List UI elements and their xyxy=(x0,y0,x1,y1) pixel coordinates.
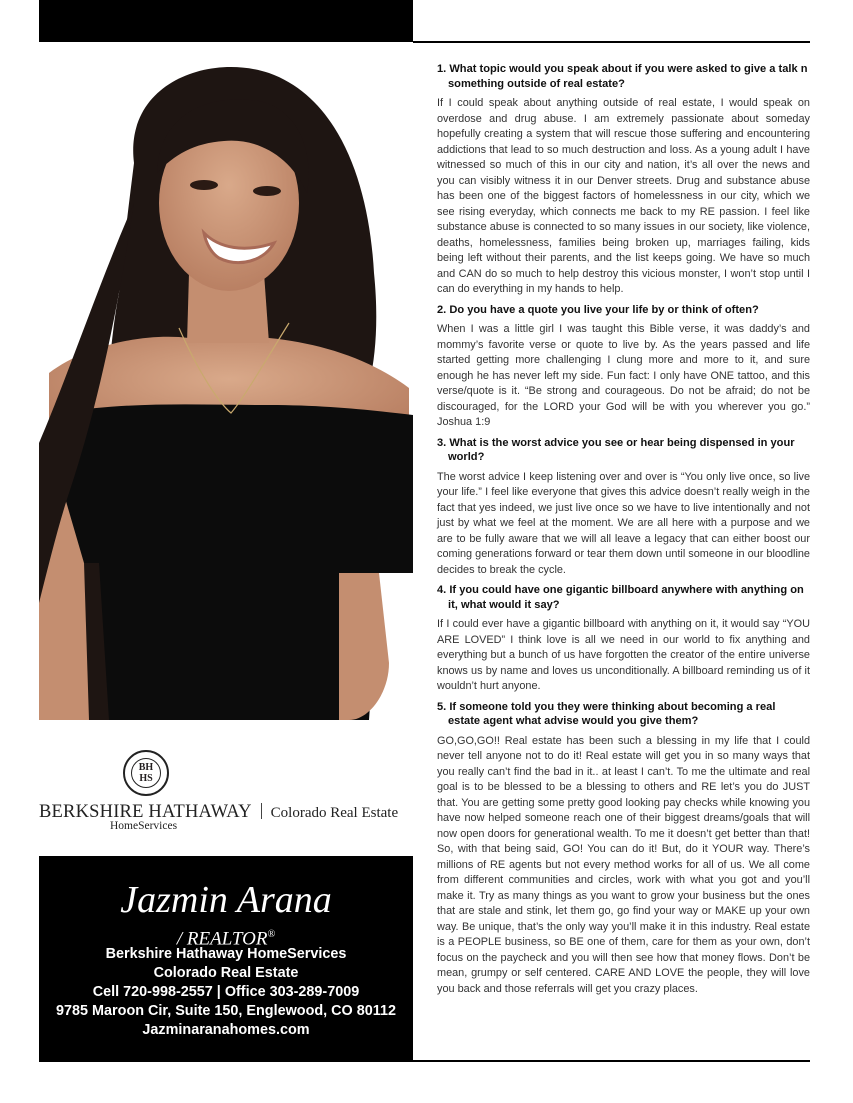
top-black-bar xyxy=(39,0,413,42)
agent-name: Jazmin Arana xyxy=(120,879,332,921)
qa-item xyxy=(437,583,810,695)
qa-item xyxy=(437,303,810,431)
portrait-illustration xyxy=(39,43,413,720)
answer-4: If I could ever have a gigantic billboard with anything on it, it would say “YOU ARE LOVED” I think love is all we need in our world to fix anything and everything but a bunch of us have forgotten the creator of the entire universe knows us by name and loves us unconditionally. A billboard reminding us of it wouldn’t hurt anyone. xyxy=(437,618,810,692)
right-eye xyxy=(253,186,281,196)
contact-phones: Cell 720-998-2557 | Office 303-289-7009 xyxy=(92,984,360,1000)
bottom-rule xyxy=(413,1060,810,1062)
qa-item xyxy=(437,700,810,998)
qa-item xyxy=(437,62,810,298)
contact-address: 9785 Maroon Cir, Suite 150, Englewood, CO 80112 xyxy=(56,1003,396,1019)
answer-2: When I was a little girl I was taught this Bible verse, it was daddy’s and mommy’s favorite verse or quote to live by. As the years passed and life started getting more challenging I clung more and more to it, and sure enough he has never left my side. Fun fact: I only have ONE tattoo, and this verse/quote is it. “Be strong and courageous. Do not be afraid; do not be discouraged, for the LORD your God will be with you wherever you go.” Joshua 1:9 xyxy=(437,323,810,428)
answer-5: GO,GO,GO!! Real estate has been such a blessing in my life that I could never tell anyone not to do it! Real estate will get you in so many ways that you really can’t find the bad in it.. at least I can’t. To me the ultimate and real goal is to be blessed to be a blessing to others and RE let’s you do JUST that. You are getting some pretty good looking pay checks while knowing you have now helped someone reach one of their biggest dreams/goals that will now open doors for generational wealth. To me it doesn’t get better than that! So, with that being said, GO! You can do it! But, do it YOUR way. There’s millions of RE agents but not every method works for all of us. We all come from different communities and circles, work with what you got and you’ll make it. Try as many things as you want to grow your business but the ones that are stale and stink, let them go, go find your way or MAKE up your own way. Be unique, that’s the only way you’ll make it in this industry. Real estate is a PEOPLE business, so BE one of them, care for them as your own, don’t focus on the paycheck and you will then see how that money flows. Don’t be mean, grumpy or self centered. CARE AND LOVE the people, they will love you back and those referrals will get you crazy places. xyxy=(437,734,810,995)
interview-article xyxy=(437,62,810,1002)
bhhs-seal-icon xyxy=(123,750,169,796)
brand-separator xyxy=(261,803,262,819)
question-1: 1. What topic would you speak about if you were asked to give a talk n something outside of real estate? xyxy=(437,63,808,90)
qa-item xyxy=(437,436,810,579)
realtor-portrait-photo xyxy=(39,43,413,720)
answer-3: The worst advice I keep listening over and over is “You only live once, so live your life.” I feel like everyone that gives this advice doesn’t really weigh in the fact that yes indeed, we just live once so we have to live intentionally and not just by what we feel at the moment. We are all here with a purpose and we are to be fully aware that we will all leave a legacy that can either boost our coming generations forward or tear them down until someone in our bloodline decides to break the cycle. xyxy=(437,470,810,576)
brand-name: BERKSHIRE HATHAWAY xyxy=(39,802,252,822)
contact-region: Colorado Real Estate xyxy=(153,965,299,981)
brand-sub: HomeServices xyxy=(110,820,178,832)
brand-region: Colorado Real Estate xyxy=(270,805,399,821)
question-3: 3. What is the worst advice you see or hear being dispensed in your world? xyxy=(437,436,795,463)
contact-lines xyxy=(39,945,413,1040)
contact-card xyxy=(39,856,413,1062)
left-eye xyxy=(190,180,218,190)
answer-1: If I could speak about anything outside of real estate, I would speak on overdose and drug abuse. I am extremely passionate about someday hopefully creating a system that will rescue those suffering and encountering addictions that lead to so much destruction and loss. As a young adult I have witnessed so much of this in our city and nation, it’s all over the news and you can visibly witness it in our Denver streets. Drug and substance abuse has been one of the biggest factors of homelessness in our city, which we see rising everyday, which connects me back to my RE passion. I feel like substance abuse is connected to so many issues in our society, like violence, deaths, homelessness, families being broken up, marriages failing, kids being left without their parents, and the list keeps going. We have so much and CAN do so much to help destroy this vicious monster, I won’t stop until I can do everything in my hands to help. xyxy=(437,97,810,295)
agent-title-text: / REALTOR xyxy=(176,928,268,950)
contact-company: Berkshire Hathaway HomeServices xyxy=(105,946,347,962)
brand-line xyxy=(39,802,413,823)
question-5: 5. If someone told you they were thinking about becoming a real estate agent what advise would you give them? xyxy=(437,700,776,727)
registered-mark: ® xyxy=(267,929,276,940)
question-2: 2. Do you have a quote you live your life by or think of often? xyxy=(437,303,759,316)
question-4: 4. If you could have one gigantic billboard anywhere with anything on it, what would it say? xyxy=(437,584,804,611)
seal-initials: BH HS xyxy=(131,758,161,788)
top-rule xyxy=(413,41,810,43)
contact-website: Jazminaranahomes.com xyxy=(142,1022,310,1038)
berkshire-hathaway-logo xyxy=(39,750,413,840)
